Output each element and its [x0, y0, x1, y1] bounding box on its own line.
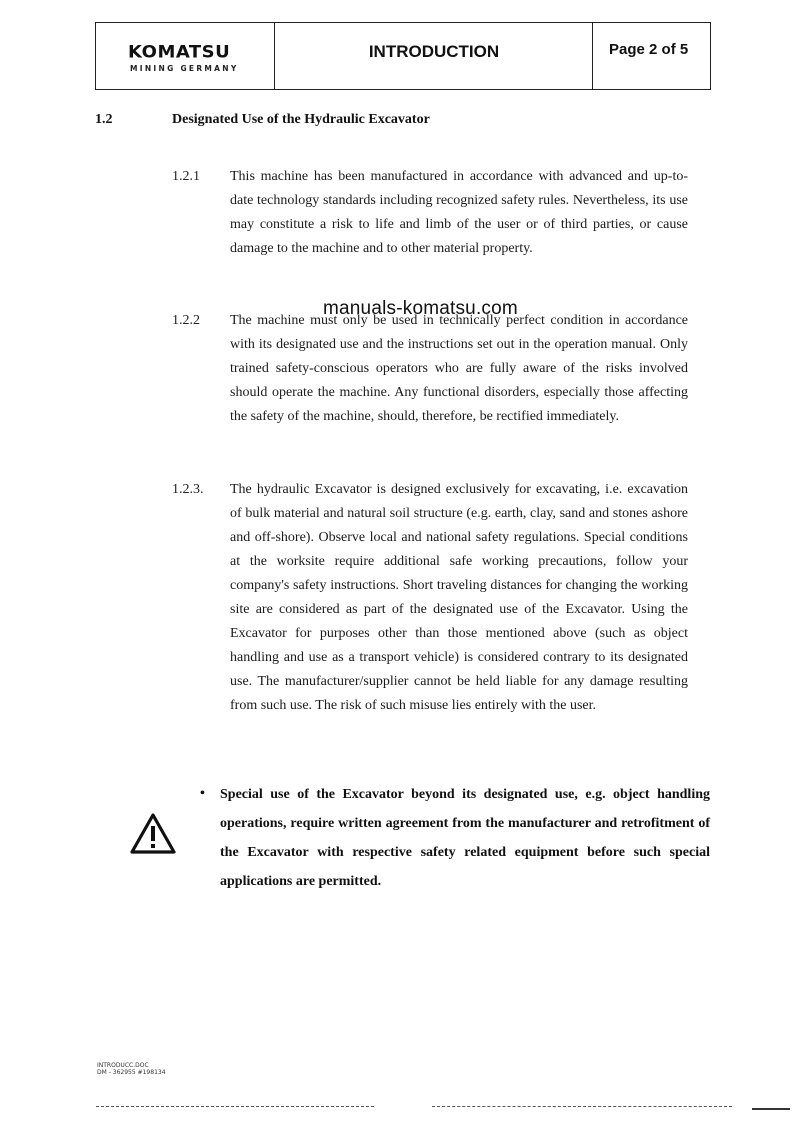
warning-text: Special use of the Excavator beyond its designated use, e.g. object handling operations, require written agreement from the manufacturer and retrofitment of the Excavator with respective safety related equipment before such special applications are permitted. [220, 787, 710, 889]
footer-rule-left [96, 1106, 374, 1107]
footer-id [97, 1062, 166, 1076]
title-cell [275, 23, 593, 89]
logo-cell [96, 23, 275, 89]
footer-rule-right [432, 1106, 732, 1107]
footer-rule-end [752, 1108, 790, 1110]
header-box [95, 22, 711, 90]
paragraph-number: 1.2.1 [172, 169, 200, 184]
paragraph-text: The machine must only be used in technically perfect condition in accordance with its designated use and the instructions set out in the operation manual. Only trained safety-conscious operators who are fully aware of the risks involved should operate the machine. Any functional disorders, especially those affecting the safety of the machine, should, therefore, be rectified immediately. [230, 313, 688, 424]
page-number: Page 2 of 5 [609, 41, 689, 58]
watermark-text[interactable]: manuals-komatsu.com [323, 298, 518, 319]
komatsu-logo: KOMATSU [128, 42, 231, 63]
footer-file: INTRODUCC.DOC [97, 1062, 149, 1069]
paragraph-number: 1.2.3. [172, 482, 204, 497]
page-number-cell [593, 23, 710, 89]
section-number: 1.2 [95, 112, 113, 127]
paragraph-number: 1.2.2 [172, 313, 200, 328]
paragraph-text: This machine has been manufactured in accordance with advanced and up-to-date technology standards including recognized safety rules. Nevertheless, its use may constitute a risk to life and limb of the user or of third parties, or cause damage to the machine and to other material property. [230, 169, 688, 256]
page-title: INTRODUCTION [368, 42, 500, 61]
footer-code: DM - 362955 #198134 [97, 1069, 166, 1076]
section-title: Designated Use of the Hydraulic Excavator [172, 112, 430, 127]
paragraph-text: The hydraulic Excavator is designed exclusively for excavating, i.e. excavation of bulk material and natural soil structure (e.g. earth, clay, sand and stones ashore and off-shore). Observe local and national safety regulations. Special conditions at the worksite require additional safe working precautions, follow your company's safety instructions. Short traveling distances for changing the working site are considered as part of the designated use of the Excavator. Using the Excavator for purposes other than those mentioned above (such as object handling and use as a transport vehicle) is considered contrary to its designated use. The manufacturer/supplier cannot be held liable for any damage resulting from such use. The risk of such misuse lies entirely with the user. [230, 482, 688, 713]
warning-triangle-icon [129, 812, 177, 856]
logo-subtext: MINING GERMANY [130, 64, 239, 73]
bullet: • [200, 786, 205, 801]
